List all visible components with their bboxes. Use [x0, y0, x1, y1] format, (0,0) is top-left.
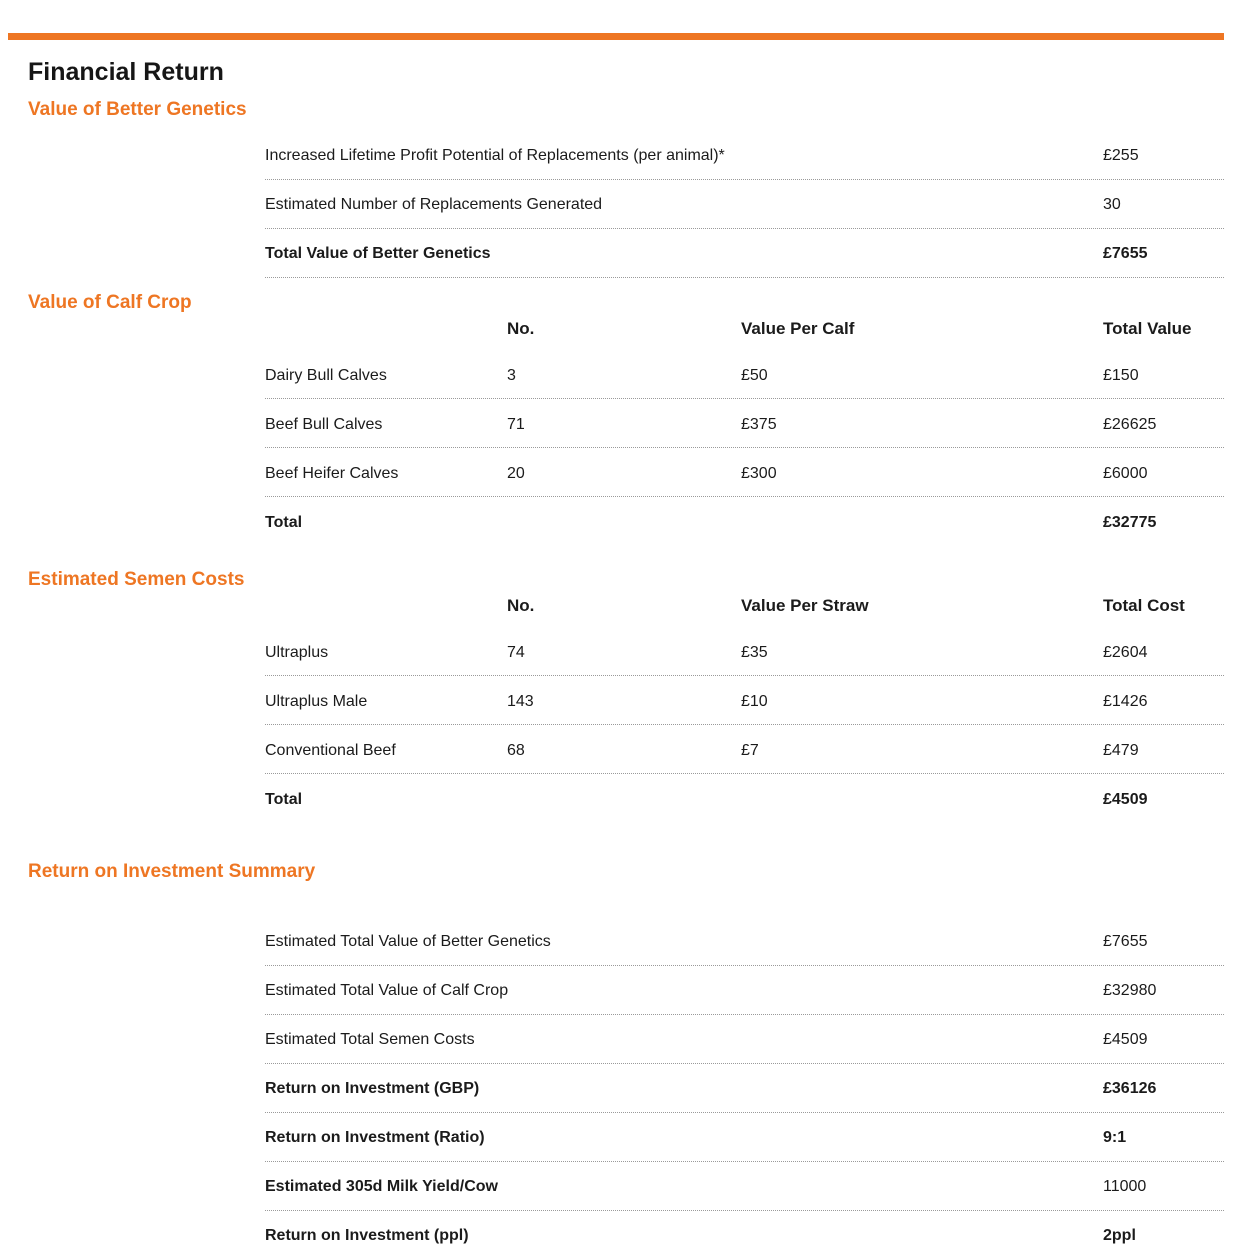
column-header-no: No.	[507, 596, 535, 615]
section-heading-calf-crop: Value of Calf Crop	[28, 292, 192, 313]
column-header-spacer	[265, 596, 507, 616]
cell-value-per: £300	[741, 465, 777, 482]
section-heading-semen-costs: Estimated Semen Costs	[28, 569, 245, 590]
row-value: £7655	[1103, 245, 1148, 262]
table-header-row	[265, 590, 1224, 627]
table-row-total	[265, 229, 1224, 278]
accent-divider-bar	[8, 33, 1224, 40]
table-row	[265, 966, 1224, 1015]
cell-value-per	[741, 790, 1103, 809]
table-row	[265, 180, 1224, 229]
row-label: Return on Investment (ppl)	[265, 1227, 469, 1244]
table-row	[265, 917, 1224, 966]
column-header-total-value: Total Value	[1103, 319, 1192, 338]
table-row	[265, 725, 1224, 774]
row-value: 2ppl	[1103, 1227, 1136, 1244]
cell-no: 74	[507, 644, 525, 661]
table-row	[265, 676, 1224, 725]
row-label: Total	[265, 791, 303, 808]
row-value: 30	[1103, 196, 1121, 213]
row-label: Return on Investment (GBP)	[265, 1080, 480, 1097]
table-row	[265, 1113, 1224, 1162]
table-row	[265, 1015, 1224, 1064]
cell-value-per: £375	[741, 416, 777, 433]
cell-total: £1426	[1103, 693, 1148, 710]
table-row	[265, 1162, 1224, 1211]
calf-crop-table	[265, 313, 1224, 552]
column-header-total-cost: Total Cost	[1103, 596, 1185, 615]
table-row	[265, 448, 1224, 497]
row-label: Beef Bull Calves	[265, 416, 383, 433]
row-label: Estimated Total Semen Costs	[265, 1031, 475, 1048]
column-header-value-per-calf: Value Per Calf	[741, 319, 855, 338]
table-header-row	[265, 313, 1224, 350]
cell-total: £26625	[1103, 416, 1157, 433]
row-label: Beef Heifer Calves	[265, 465, 399, 482]
page-title: Financial Return	[28, 58, 224, 86]
row-label: Estimated 305d Milk Yield/Cow	[265, 1178, 498, 1195]
row-label: Estimated Number of Replacements Generated	[265, 196, 603, 213]
row-value: £7655	[1103, 933, 1148, 950]
section-heading-better-genetics: Value of Better Genetics	[28, 99, 247, 120]
row-value: 11000	[1103, 1178, 1147, 1195]
row-label: Total	[265, 514, 303, 531]
table-row	[265, 131, 1224, 180]
row-value: 9:1	[1103, 1129, 1127, 1146]
row-value: £36126	[1103, 1080, 1157, 1097]
row-value: £4509	[1103, 1031, 1148, 1048]
cell-total: £479	[1103, 742, 1139, 759]
cell-total: £4509	[1103, 791, 1148, 808]
table-row	[265, 627, 1224, 676]
row-label: Estimated Total Value of Calf Crop	[265, 982, 509, 999]
cell-total: £2604	[1103, 644, 1148, 661]
cell-value-per: £7	[741, 742, 759, 759]
table-row-total	[265, 774, 1224, 829]
cell-total: £32775	[1103, 514, 1157, 531]
table-row	[265, 399, 1224, 448]
row-value: £32980	[1103, 982, 1157, 999]
row-label: Total Value of Better Genetics	[265, 245, 491, 262]
cell-value-per: £10	[741, 693, 768, 710]
row-label: Ultraplus	[265, 644, 329, 661]
table-row	[265, 1064, 1224, 1113]
semen-costs-table	[265, 590, 1224, 829]
table-row-total	[265, 497, 1224, 552]
table-row	[265, 350, 1224, 399]
table-row	[265, 1211, 1224, 1254]
cell-no	[507, 790, 741, 809]
cell-no: 3	[507, 367, 516, 384]
section-heading-roi-summary: Return on Investment Summary	[28, 861, 316, 882]
column-header-spacer	[265, 319, 507, 339]
column-header-value-per-straw: Value Per Straw	[741, 596, 869, 615]
roi-summary-table	[265, 917, 1224, 1254]
row-value: £255	[1103, 147, 1139, 164]
cell-no: 20	[507, 465, 525, 482]
row-label: Dairy Bull Calves	[265, 367, 387, 384]
row-label: Estimated Total Value of Better Genetics	[265, 933, 551, 950]
cell-no	[507, 513, 741, 532]
cell-no: 143	[507, 693, 534, 710]
row-label: Increased Lifetime Profit Potential of Replacements (per animal)*	[265, 147, 725, 164]
cell-value-per	[741, 513, 1103, 532]
column-header-no: No.	[507, 319, 535, 338]
cell-no: 71	[507, 416, 525, 433]
row-label: Return on Investment (Ratio)	[265, 1129, 485, 1146]
cell-value-per: £35	[741, 644, 768, 661]
cell-value-per: £50	[741, 367, 768, 384]
row-label: Ultraplus Male	[265, 693, 368, 710]
cell-no: 68	[507, 742, 525, 759]
better-genetics-table	[265, 131, 1224, 278]
cell-total: £6000	[1103, 465, 1148, 482]
cell-total: £150	[1103, 367, 1139, 384]
row-label: Conventional Beef	[265, 742, 396, 759]
